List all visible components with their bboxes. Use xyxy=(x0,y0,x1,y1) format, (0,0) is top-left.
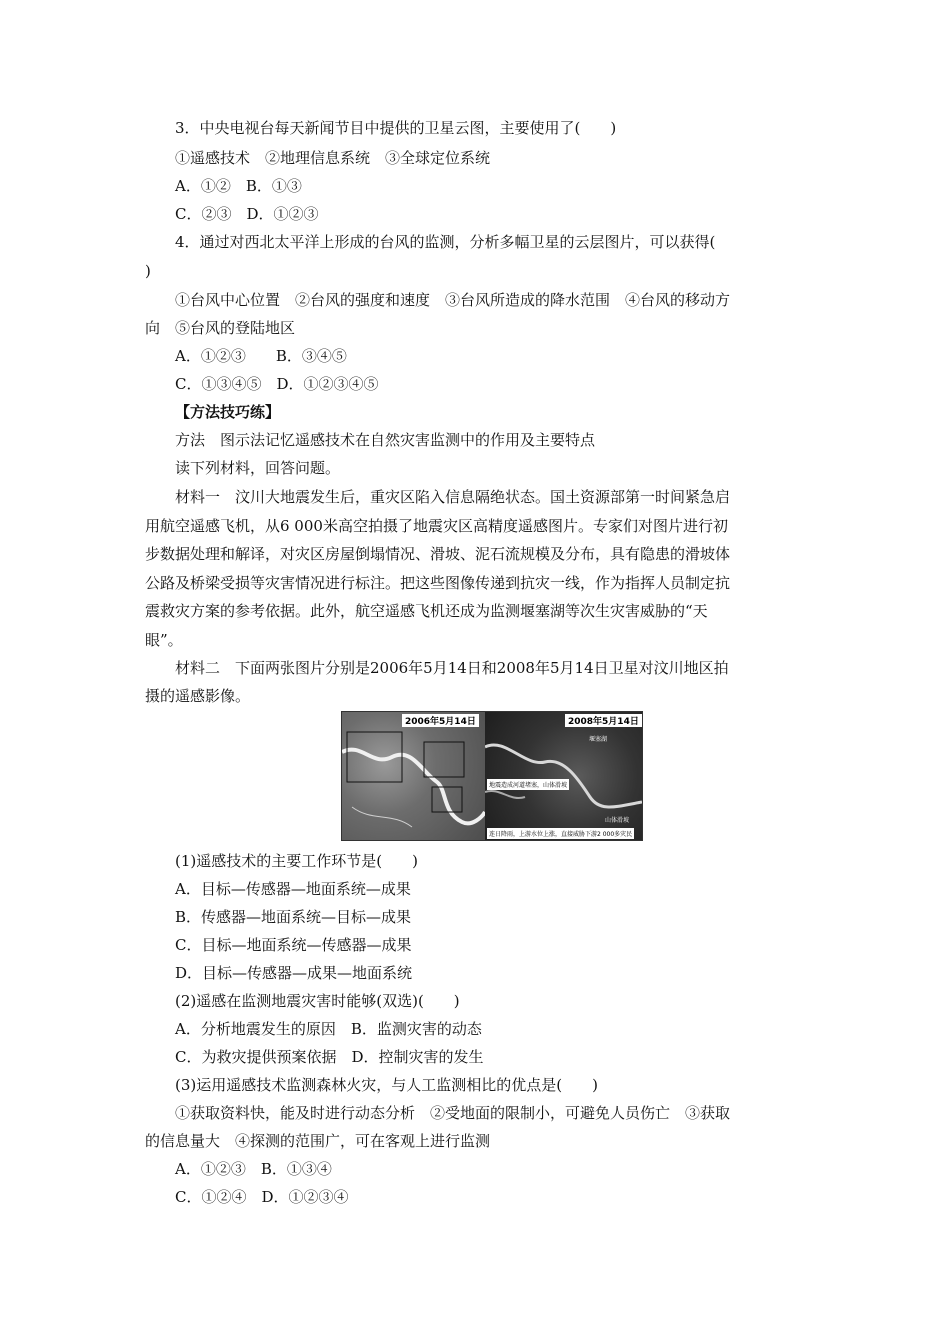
q4-options-line1: ①台风中心位置 ②台风的强度和速度 ③台风所造成的降水范围 ④台风的移动方 xyxy=(175,291,731,309)
q4-choices-ab: A．①②③ B．③④⑤ xyxy=(175,347,347,365)
material1-line: 震救灾方案的参考依据。此外，航空遥感飞机还成为监测堰塞湖等次生灾害威胁的“天 xyxy=(145,602,708,620)
material1-line: 眼”。 xyxy=(145,631,183,649)
q4-options-line2: 向 ⑤台风的登陆地区 xyxy=(145,319,296,337)
q4-choices-cd: C．①③④⑤ D．①②③④⑤ xyxy=(175,375,379,393)
sub3-stem: (3)运用遥感技术监测森林火灾，与人工监测相比的优点是( ) xyxy=(175,1076,598,1094)
q3-choices-cd: C．②③ D．①②③ xyxy=(175,205,319,223)
satellite-image-figure xyxy=(341,711,643,841)
material1-line: 材料一 汶川大地震发生后，重灾区陷入信息隔绝状态。国土资源部第一时间紧急启 xyxy=(175,488,731,506)
material2-line: 摄的遥感影像。 xyxy=(145,687,251,705)
q3-options: ①遥感技术 ②地理信息系统 ③全球定位系统 xyxy=(175,149,491,167)
q4-stem-line2: ) xyxy=(145,262,151,280)
caption-river-blocked: 地震造成河道堵塞，山体滑坡 xyxy=(487,779,569,790)
label-barrier-lake: 堰塞湖 xyxy=(589,736,608,743)
instruction-line: 读下列材料，回答问题。 xyxy=(175,459,341,477)
q4-stem-line1: 4．通过对西北太平洋上形成的台风的监测，分析多幅卫星的云层图片，可以获得( xyxy=(175,233,716,251)
material1-line: 用航空遥感飞机，从6 000米高空拍摄了地震灾区高精度遥感图片。专家们对图片进行初 xyxy=(145,517,728,535)
caption-flood-threat: 连日降雨，上游水位上涨，直接威胁下游2 000多灾民 xyxy=(487,828,634,839)
satellite-image-2006 xyxy=(342,712,485,840)
sub1-option-d: D．目标—传感器—成果—地面系统 xyxy=(175,964,413,982)
date-label-2006: 2006年5月14日 xyxy=(402,714,479,727)
date-label-2008: 2008年5月14日 xyxy=(565,714,642,727)
sub3-choices-ab: A．①②③ B．①③④ xyxy=(175,1160,332,1178)
sub3-choices-cd: C．①②④ D．①②③④ xyxy=(175,1188,349,1206)
river-overlay-2006 xyxy=(342,712,485,840)
sub1-stem: (1)遥感技术的主要工作环节是( ) xyxy=(175,852,418,870)
sub1-option-c: C．目标—地面系统—传感器—成果 xyxy=(175,936,412,954)
sub1-option-a: A．目标—传感器—地面系统—成果 xyxy=(175,880,411,898)
q3-choices-ab: A．①② B．①③ xyxy=(175,177,302,195)
method-line: 方法 图示法记忆遥感技术在自然灾害监测中的作用及主要特点 xyxy=(175,431,596,449)
material2-line: 材料二 下面两张图片分别是2006年5月14日和2008年5月14日卫星对汶川地区拍 xyxy=(175,659,729,677)
sub1-option-b: B．传感器—地面系统—目标—成果 xyxy=(175,908,412,926)
material1-line: 公路及桥梁受损等灾害情况进行标注。把这些图像传递到抗灾一线，作为指挥人员制定抗 xyxy=(145,574,731,592)
label-landslide: 山体滑坡 xyxy=(605,817,630,824)
section-heading: 【方法技巧练】 xyxy=(175,403,281,421)
material1-line: 步数据处理和解译，对灾区房屋倒塌情况、滑坡、泥石流规模及分布，具有隐患的滑坡体 xyxy=(145,545,731,563)
satellite-image-2008 xyxy=(485,712,642,840)
sub3-options-line1: ①获取资料快，能及时进行动态分析 ②受地面的限制小，可避免人员伤亡 ③获取 xyxy=(175,1104,731,1122)
sub2-options-cd: C．为救灾提供预案依据 D．控制灾害的发生 xyxy=(175,1048,484,1066)
q3-stem: 3．中央电视台每天新闻节目中提供的卫星云图，主要使用了( ) xyxy=(175,119,617,137)
sub2-options-ab: A．分析地震发生的原因 B．监测灾害的动态 xyxy=(175,1020,482,1038)
sub2-stem: (2)遥感在监测地震灾害时能够(双选)( ) xyxy=(175,992,460,1010)
sub3-options-line2: 的信息量大 ④探测的范围广，可在客观上进行监测 xyxy=(145,1132,491,1150)
